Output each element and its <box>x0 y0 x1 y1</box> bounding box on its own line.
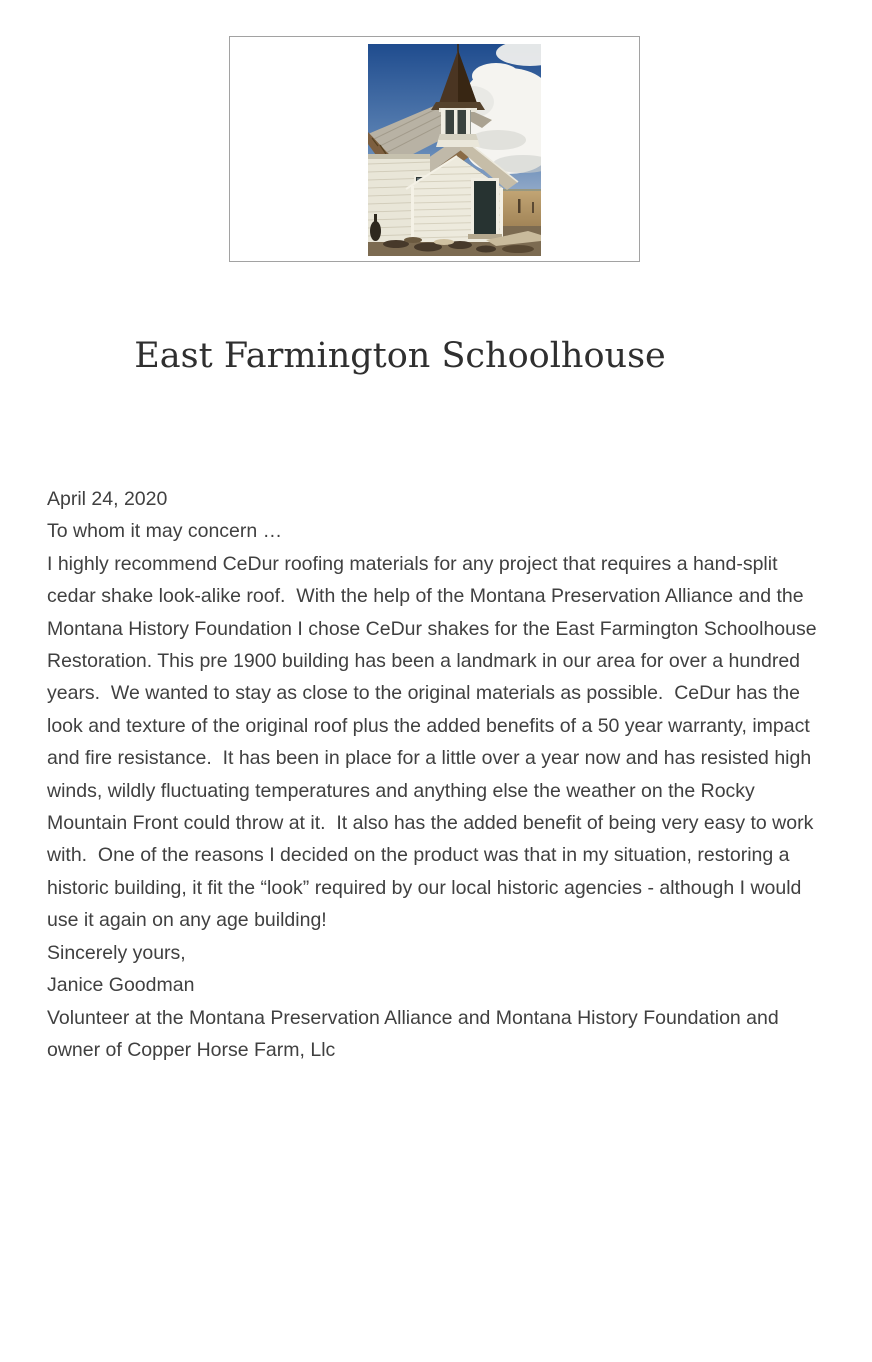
page-title: East Farmington Schoolhouse <box>134 336 666 376</box>
letter-salutation: To whom it may concern … <box>47 520 283 543</box>
letter-closing: Sincerely yours, <box>47 941 186 964</box>
letter-date: April 24, 2020 <box>47 488 168 510</box>
schoolhouse-photo <box>368 44 541 256</box>
signature-title: Volunteer at the Montana Preservation Alliance and Montana History Foundation and owner of Copper Horse Farm, Llc <box>47 1006 779 1061</box>
letter-body: I highly recommend CeDur roofing materials for any project that requires a hand-split cedar shake look-alike roof. With the help of the Montana Preservation Alliance and the Montana History Foundation I chose CeDur shakes for the East Farmington Schoolhouse Restoration. This pre 1900 building has been a landmark in our area for over a hundred years. We wanted to stay as close to the original materials as possible. CeDur has the look and texture of the original roof plus the added benefits of a 50 year warranty, impact and fire resistance. It has been in place for a little over a year now and has resisted high winds, wildly fluctuating temperatures and anything else the weather on the Rocky Mountain Front could throw at it. It also has the added benefit of being very easy to work with. One of the reasons I decided on the product was that in my situation, restoring a historic building, it fit the “look” required by our local historic agencies - although I would use it again on any age building! <box>47 552 822 932</box>
letter <box>47 483 829 1066</box>
photo-frame <box>229 36 640 262</box>
signature-name: Janice Goodman <box>47 974 195 997</box>
